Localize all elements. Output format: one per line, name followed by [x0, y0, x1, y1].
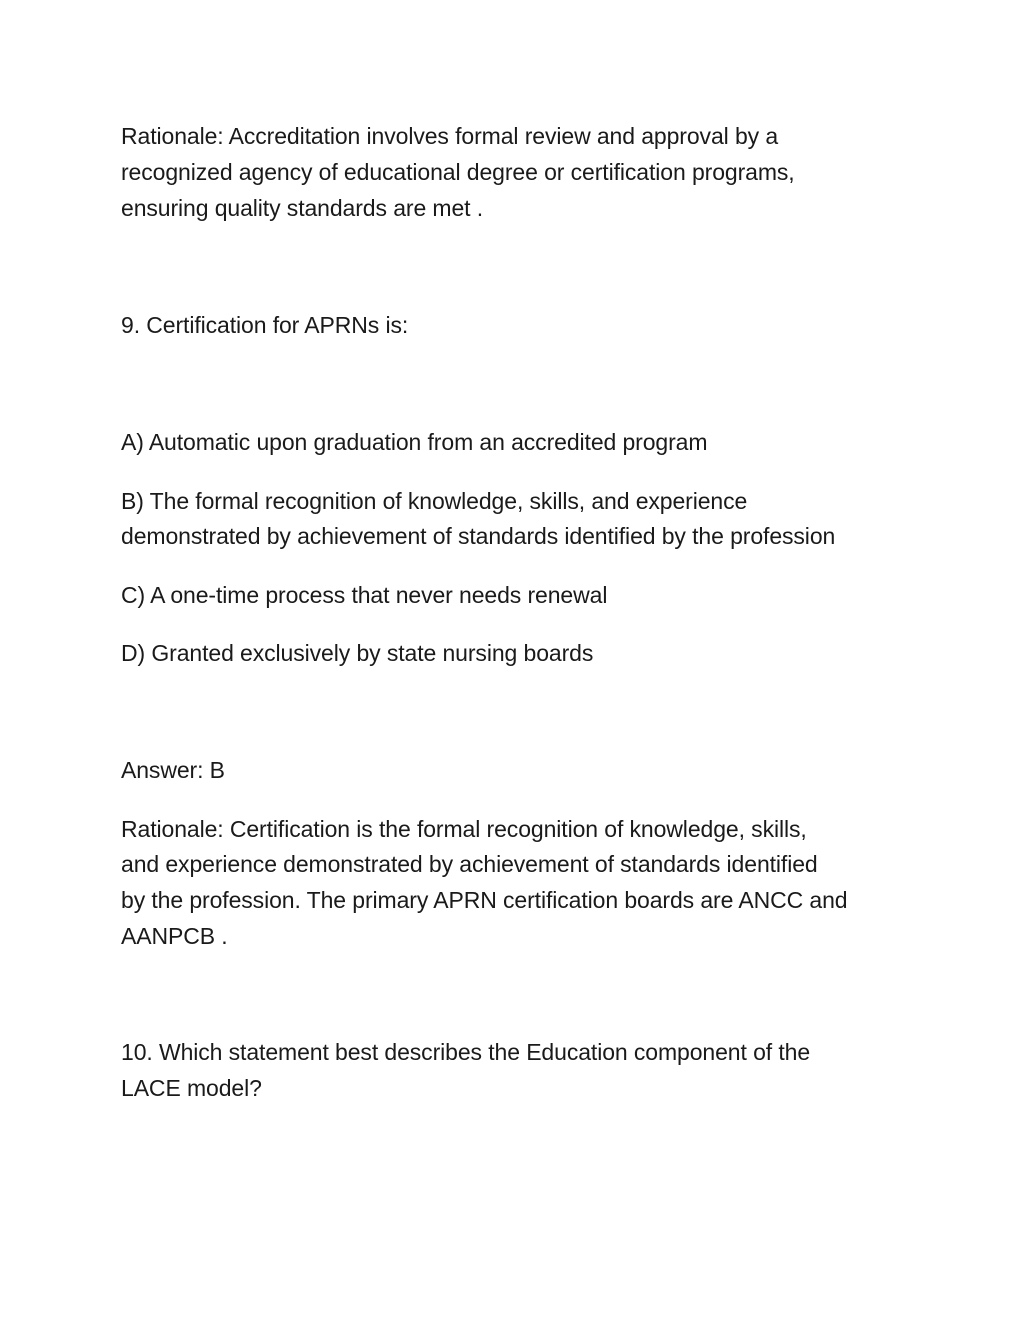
- question-9-option-d: D) Granted exclusively by state nursing boards: [121, 640, 594, 666]
- question-9-option-b-line-2: demonstrated by achievement of standards identified by the profession: [121, 523, 836, 549]
- rationale-8-line-3: ensuring quality standards are met .: [121, 195, 484, 221]
- rationale-9-line-1: Rationale: Certification is the formal recognition of knowledge, skills,: [121, 816, 807, 842]
- rationale-8-line-1: Rationale: Accreditation involves formal review and approval by a: [121, 123, 779, 149]
- rationale-9-line-4: AANPCB .: [121, 923, 228, 949]
- rationale-9-line-2: and experience demonstrated by achievement of standards identified: [121, 851, 818, 877]
- question-10-text-line-1: 10. Which statement best describes the Education component of the: [121, 1039, 811, 1065]
- question-9-option-b-line-1: B) The formal recognition of knowledge, skills, and experience: [121, 488, 748, 514]
- question-9-option-c: C) A one-time process that never needs renewal: [121, 582, 608, 608]
- question-9-answer: Answer: B: [121, 757, 225, 783]
- question-10-text-line-2: LACE model?: [121, 1075, 262, 1101]
- question-9-option-a: A) Automatic upon graduation from an accredited program: [121, 429, 708, 455]
- rationale-8-line-2: recognized agency of educational degree or certification programs,: [121, 159, 795, 185]
- question-9-text: 9. Certification for APRNs is:: [121, 312, 409, 338]
- rationale-9-line-3: by the profession. The primary APRN certification boards are ANCC and: [121, 887, 848, 913]
